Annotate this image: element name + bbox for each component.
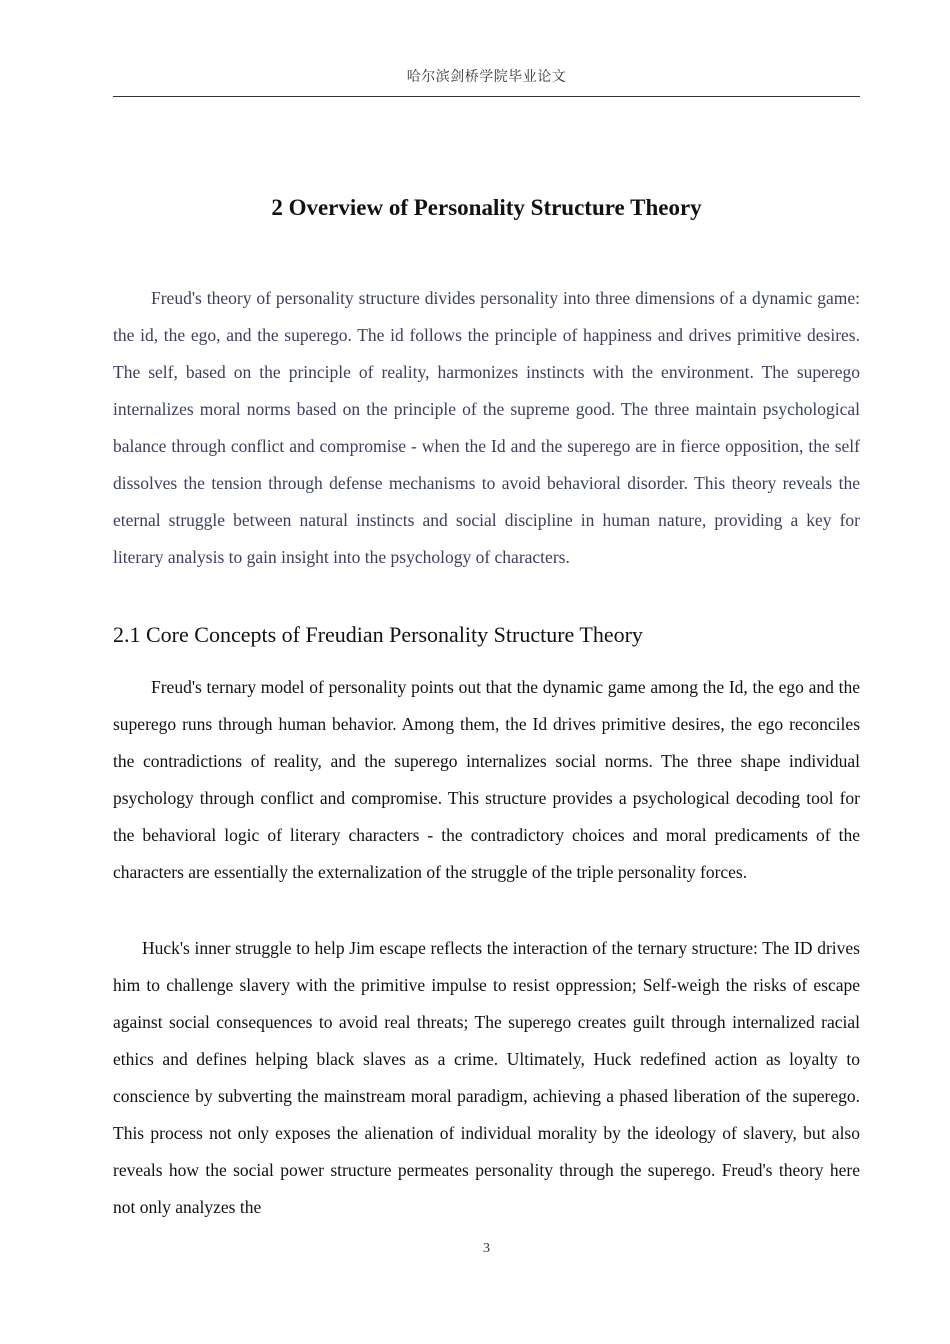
- section-heading: 2.1 Core Concepts of Freudian Personality Structure Theory: [113, 622, 643, 647]
- chapter-title: 2 Overview of Personality Structure Theory: [271, 195, 702, 220]
- page-number: 3: [483, 1241, 490, 1256]
- overview-paragraph: Freud's theory of personality structure divides personality into three dimensions of a dynamic game: the id, the ego, and the superego. The id follows the principle of happiness and drives primitive desires. The self, based on the principle of reality, harmonizes instincts with the environment. The superego internalizes moral norms based on the principle of the supreme good. The three maintain psychological balance through conflict and compromise - when the Id and the superego are in fierce opposition, the self dissolves the tension through defense mechanisms to avoid behavioral disorder. This theory reveals the eternal struggle between natural instincts and social discipline in human nature, providing a key for literary analysis to gain insight into the psychology of characters.: [113, 288, 860, 567]
- core-concepts-paragraph: Freud's ternary model of personality points out that the dynamic game among the Id, the ego and the superego runs through human behavior. Among them, the Id drives primitive desires, the ego reconciles the contradictions of reality, and the superego internalizes social norms. The three shape individual psychology through conflict and compromise. This structure provides a psychological decoding tool for the behavioral logic of literary characters - the contradictory choices and moral predicaments of the characters are essentially the externalization of the struggle of the triple personality forces.: [113, 677, 860, 882]
- running-header: 哈尔滨剑桥学院毕业论文: [406, 69, 567, 85]
- header-divider: [113, 96, 860, 97]
- huck-paragraph: Huck's inner struggle to help Jim escape reflects the interaction of the ternary structure: The ID drives him to challenge slavery with the primitive impulse to resist oppression; Self-weigh the risks of escape against social consequences to avoid real threats; The superego creates guilt through internalized racial ethics and defines helping black slaves as a crime. Ultimately, Huck redefined action as loyalty to conscience by subverting the mainstream moral paradigm, achieving a phased liberation of the superego. This process not only exposes the alienation of individual morality by the ideology of slavery, but also reveals how the social power structure permeates personality through the superego. Freud's theory here not only analyzes the: [113, 938, 860, 1217]
